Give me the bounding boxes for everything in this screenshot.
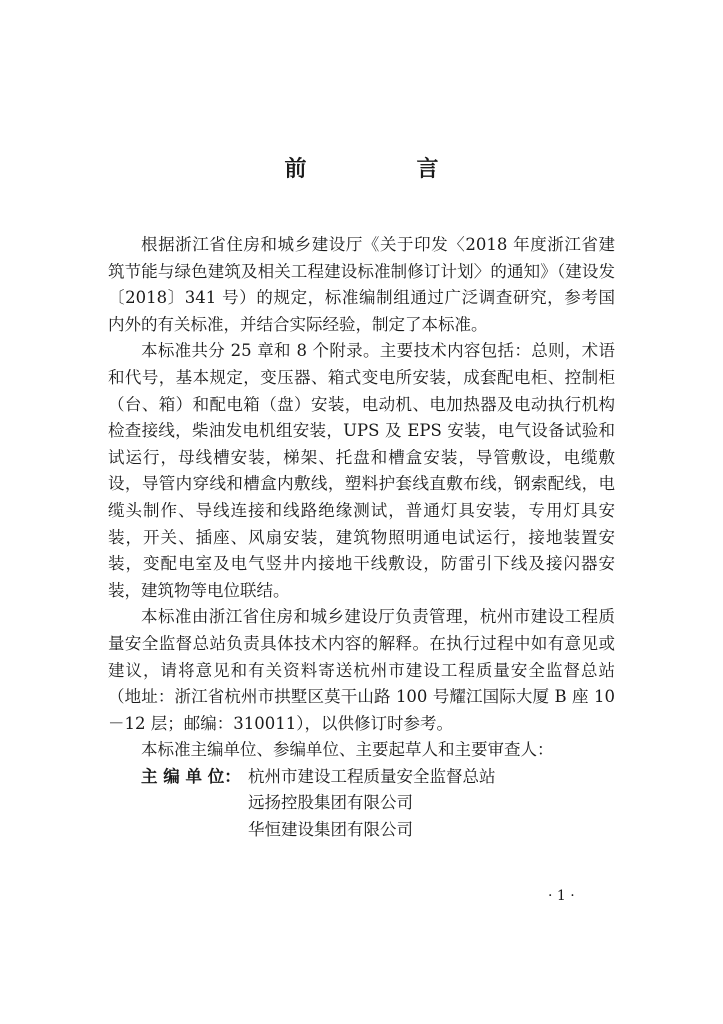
paragraph-contents: 本标准共分 25 章和 8 个附录。主要技术内容包括：总则，术语和代号，基本规定，变压器、箱式变电所安装，成套配电柜、控制柜（台、箱）和配电箱（盘）安装，电动机、电加热器及电动执行机构检查接线，柴油发电机组安装，UPS 及 EPS 安装，电气设备试验和试运行，母线槽安装，梯架、托盘和槽盒安装，导管敷设，电缆敷设，导管内穿线和槽盒内敷线，塑料护套线直敷布线，钢索配线，电缆头制作、导线连接和线路绝缘测试，普通灯具安装，专用灯具安装，开关、插座、风扇安装，建筑物照明通电试运行，接地装置安装，变配电室及电气竖井内接地干线敷设，防雷引下线及接闪器安装，建筑物等电位联结。	[108, 341, 615, 600]
chief-editor-label: 主 编 单 位：	[141, 766, 241, 786]
unit-row	[108, 817, 615, 844]
unit-row	[108, 764, 615, 791]
paragraph-background: 根据浙江省住房和城乡建设厅《关于印发〈2018 年度浙江省建筑节能与绿色建筑及相关工程建设标准制修订计划〉的通知》（建设发〔2018〕341 号）的规定，标准编制组通过广泛调查研究，参考国内外的有关标准，并结合实际经验，制定了本标准。	[108, 235, 615, 334]
unit-label-spacer	[108, 817, 248, 844]
unit-name: 远扬控股集团有限公司	[248, 793, 413, 813]
unit-name: 杭州市建设工程质量安全监督总站	[248, 766, 496, 786]
foreword-body	[108, 232, 615, 844]
unit-label-spacer	[108, 790, 248, 817]
page-number: · 1 ·	[548, 888, 575, 904]
page-title: 前 言	[284, 157, 483, 182]
paragraph-units-intro: 本标准主编单位、参编单位、主要起草人和主要审查人：	[141, 740, 554, 760]
unit-row	[108, 790, 615, 817]
paragraph-management: 本标准由浙江省住房和城乡建设厅负责管理，杭州市建设工程质量安全监督总站负责具体技术内容的解释。在执行过程中如有意见或建议，请将意见和有关资料寄送杭州市建设工程质量安全监督总站（地址：浙江省杭州市拱墅区莫干山路 100 号耀江国际大厦 B 座 10－12 层；邮编：310011），以供修订时参考。	[108, 607, 615, 733]
unit-name: 华恒建设集团有限公司	[248, 820, 413, 840]
chief-editor-units	[108, 764, 615, 844]
